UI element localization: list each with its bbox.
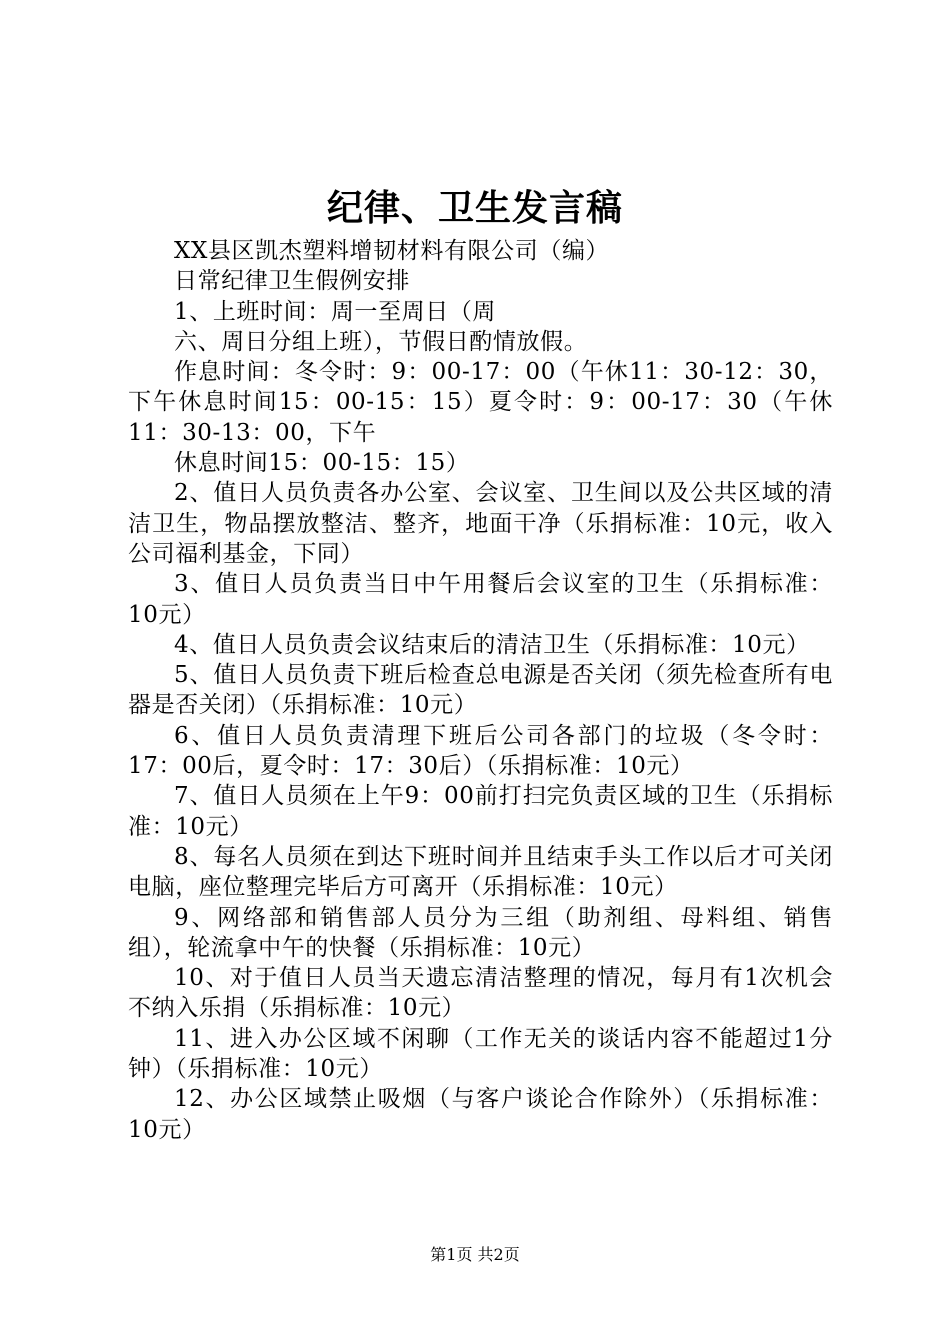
paragraph-item-6: 6、值日人员负责清理下班后公司各部门的垃圾（冬令时：17：00后，夏令时：17：30后）（乐捐标准：10元） xyxy=(128,722,833,780)
paragraph-item-10: 10、对于值日人员当天遗忘清洁整理的情况，每月有1次机会不纳入乐捐（乐捐标准：10元） xyxy=(128,965,833,1022)
paragraph-item-5: 5、值日人员负责下班后检查总电源是否关闭（须先检查所有电器是否关闭）（乐捐标准：10元） xyxy=(128,662,833,719)
paragraph-item-9: 9、网络部和销售部人员分为三组（助剂组、母料组、销售组），轮流拿中午的快餐（乐捐标准：10元） xyxy=(128,904,833,961)
paragraph-item-12: 12、办公区域禁止吸烟（与客户谈论合作除外）（乐捐标准：10元） xyxy=(128,1086,833,1143)
paragraph-schedule: 作息时间：冬令时：9：00-17：00（午休11：30-12：30，下午休息时间15：00-15：15）夏令时：9：00-17：30（午休11：30-13：00，下午 xyxy=(128,359,833,446)
paragraph-item-7: 7、值日人员须在上午9：00前打扫完负责区域的卫生（乐捐标准：10元） xyxy=(128,783,833,840)
paragraph-item-1-cont: 六、周日分组上班），节假日酌情放假。 xyxy=(174,328,588,355)
paragraph-item-1: 1、上班时间：周一至周日（周 xyxy=(174,298,497,325)
paragraph-item-2: 2、值日人员负责各办公室、会议室、卫生间以及公共区域的清洁卫生，物品摆放整洁、整齐，地面干净（乐捐标准：10元，收入公司福利基金，下同） xyxy=(128,480,833,567)
page-footer: 第1页 共2页 xyxy=(430,1245,520,1264)
paragraph-item-11: 11、进入办公区域不闲聊（工作无关的谈话内容不能超过1分钟）（乐捐标准：10元） xyxy=(128,1025,833,1083)
paragraph-item-3: 3、值日人员负责当日中午用餐后会议室的卫生（乐捐标准：10元） xyxy=(128,571,833,628)
document-body xyxy=(128,236,833,1145)
paragraph-schedule-cont: 休息时间15：00-15：15） xyxy=(174,450,470,477)
paragraph-item-8: 8、每名人员须在到达下班时间并且结束手头工作以后才可关闭电脑，座位整理完毕后方可离开（乐捐标准：10元） xyxy=(128,843,833,901)
document-title: 纪律、卫生发言稿 xyxy=(326,187,623,229)
paragraph-heading: 日常纪律卫生假例安排 xyxy=(174,268,410,295)
paragraph-item-4: 4、值日人员负责会议结束后的清洁卫生（乐捐标准：10元） xyxy=(174,631,810,658)
paragraph-company: XX县区凯杰塑料增韧材料有限公司（编） xyxy=(174,238,610,264)
